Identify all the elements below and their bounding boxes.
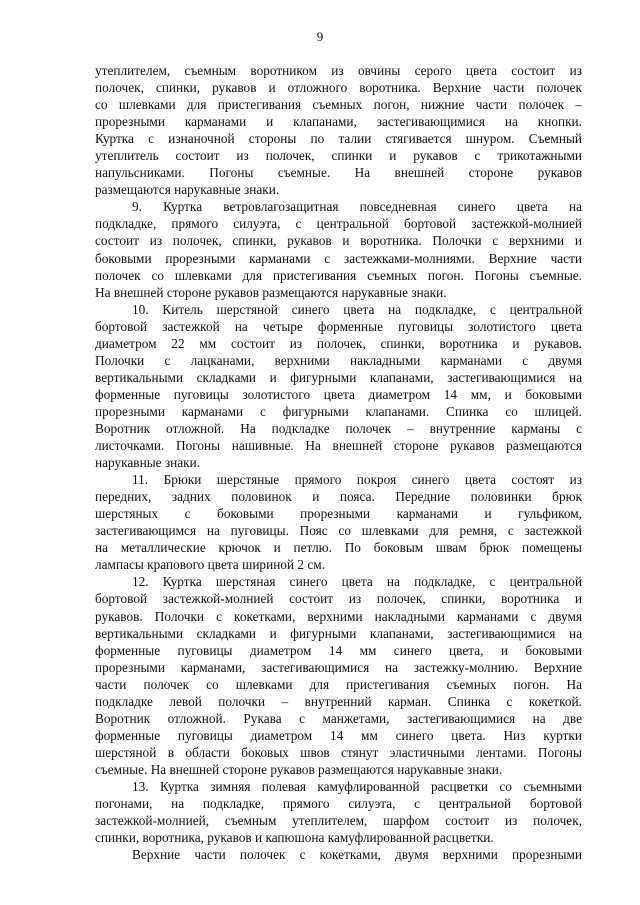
text-line: шерстяных с боковыми прорезными карманами и гульфиком, (95, 506, 582, 522)
text-line: полочек, спинки, рукавов и отложного воротника. Верхние части полочек (95, 80, 582, 96)
text-line: застегивающимся на пуговицы. Пояс со шлевками для ремня, с застежкой (95, 523, 582, 539)
text-line: прорезными карманами с фигурными клапанами. Спинка со шлицей. (95, 403, 582, 419)
text-line: бортовой застежкой-молнией состоит из полочек, спинки, воротника и (95, 591, 582, 607)
text-line: утеплитель состоит из полочек, спинки и рукавов с трикотажными (95, 148, 582, 164)
text-line: вертикальными складками и фигурными клапанами, застегивающимися на (95, 625, 582, 641)
text-line: прорезными карманами и клапанами, застегивающимися на кнопки. (95, 114, 582, 130)
text-line: форменные пуговицы золотистого цвета диаметром 14 мм, и боковыми (95, 386, 582, 402)
text-line: съемные. На внешней стороне рукавов размещаются нарукавные знаки. (95, 761, 503, 777)
text-line: форменные пуговицы диаметром 14 мм синего цвета, и боковыми (95, 642, 582, 658)
text-line: На внешней стороне рукавов размещаются нарукавные знаки. (95, 284, 447, 300)
text-line: 10. Китель шерстяной синего цвета на подкладке, с центральной (132, 301, 582, 317)
text-line: боковыми прорезными карманами с застежками-молниями. Верхние части (95, 250, 582, 266)
text-line: состоит из полочек, спинки, рукавов и воротника. Полочки с верхними и (95, 233, 582, 249)
text-line: со шлевками для пристегивания съемных погон, нижние части полочек – (95, 97, 582, 113)
page-number: 9 (316, 29, 324, 44)
text-line: на металлические крючок и петлю. По боковым швам брюк помещены (95, 540, 582, 556)
text-line: Воротник отложной. Рукава с манжетами, застегивающимися на две (95, 710, 582, 726)
text-line: передних, задних половинок и пояса. Передние половинки брюк (95, 489, 582, 505)
text-line: Верхние части полочек с кокетками, двумя верхними прорезными (132, 847, 582, 863)
text-line: рукавов. Полочки с кокетками, верхними накладными карманами с двумя (95, 608, 582, 624)
document-body (95, 62, 582, 863)
text-line: 12. Куртка шерстяная синего цвета на подкладке, с центральной (132, 574, 582, 590)
text-line: Воротник отложной. На подкладке полочек – внутренние карманы с (95, 420, 582, 436)
text-line: 13. Куртка зимняя полевая камуфлированной расцветки со съемными (132, 778, 582, 794)
text-line: вертикальными складками и фигурными клапанами, застегивающимися на (95, 369, 582, 385)
text-line: подкладке левой полочки – внутренний карман. Спинка с кокеткой. (95, 693, 582, 709)
text-line: Куртка с изнаночной стороны по талии стягивается шнуром. Съемный (95, 131, 582, 147)
text-line: застежкой-молнией, съемным утеплителем, шарфом состоит из полочек, (95, 813, 582, 829)
text-line: прорезными карманами, застегивающимися на застежку-молнию. Верхние (95, 659, 582, 675)
text-line: 11. Брюки шерстяные прямого покроя синего цвета состоят из (132, 472, 582, 488)
text-line: спинки, воротника, рукавов и капюшона камуфлированной расцветки. (95, 830, 494, 846)
text-line: шерстяной в области боковых швов стянут эластичными лентами. Погоны (95, 744, 582, 760)
text-line: 9. Куртка ветровлагозащитная повседневная синего цвета на (132, 199, 582, 215)
text-line: листочками. Погоны нашивные. На внешней стороне рукавов размещаются (95, 438, 582, 454)
text-line: полочек со шлевками для пристегивания съемных погон. Погоны съемные. (95, 267, 582, 283)
text-line: погонами, на подкладке, прямого силуэта, с центральной бортовой (95, 796, 582, 812)
text-line: бортовой застежкой на четыре форменные пуговицы золотистого цвета (95, 318, 582, 334)
text-line: диаметром 22 мм состоит из полочек, спинки, воротника и рукавов. (95, 335, 582, 351)
text-line: части полочек со шлевками для пристегивания съемных погон. На (95, 676, 582, 692)
text-line: напульсниками. Погоны съемные. На внешней стороне рукавов (95, 165, 582, 181)
text-line: Полочки с лацканами, верхними накладными карманами с двумя (95, 352, 582, 368)
text-line: лампасы крапового цвета шириной 2 см. (95, 557, 326, 573)
text-line: утеплителем, съемным воротником из овчины серого цвета состоит из (95, 63, 582, 78)
text-line: подкладке, прямого силуэта, с центральной бортовой застежкой-молнией (95, 216, 582, 232)
text-line: нарукавные знаки. (95, 455, 201, 471)
text-line: размещаются нарукавные знаки. (95, 182, 280, 198)
text-line: форменные пуговицы диаметром 14 мм синего цвета. Низ куртки (95, 727, 582, 743)
